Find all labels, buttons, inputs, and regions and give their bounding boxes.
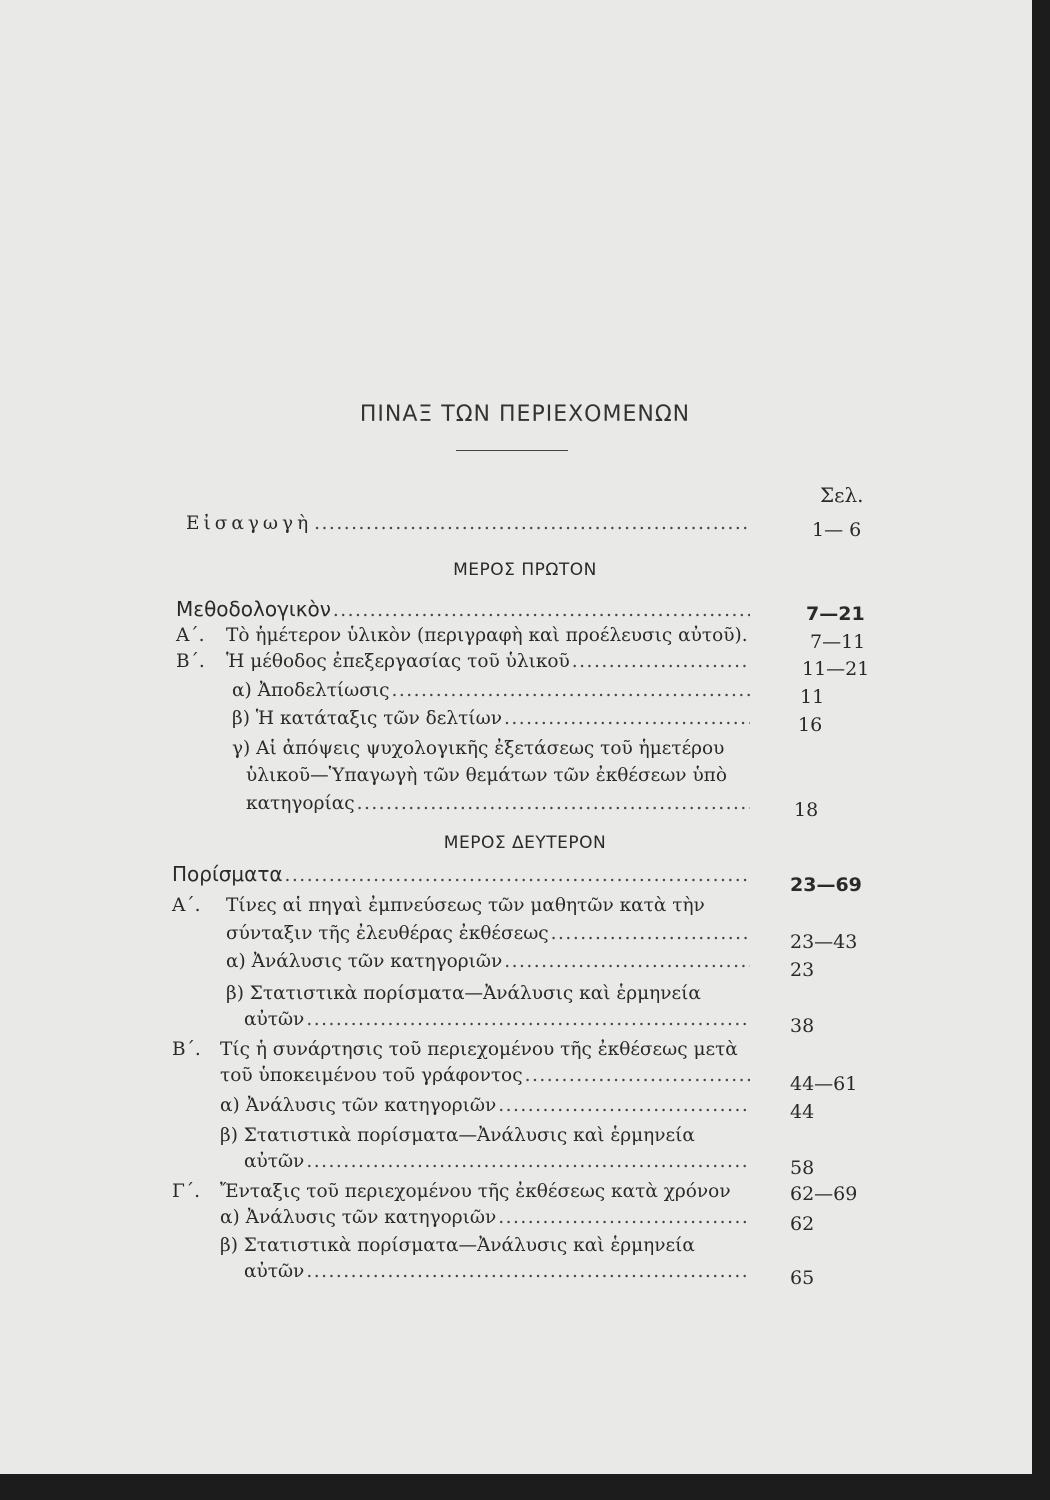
- toc-entry-pages: 58: [790, 1157, 815, 1179]
- toc-subentry-line: [0, 762, 1050, 790]
- toc-entry-pages: 23—43: [790, 931, 858, 953]
- page-title: ΠΙΝΑΞ ΤΩΝ ΠΕΡΙΕΧΟΜΕΝΩΝ: [359, 402, 691, 427]
- toc-subentry-line: [0, 735, 1050, 763]
- toc-entry-pages: 11: [800, 686, 825, 708]
- toc-section-methodology: [0, 595, 1050, 623]
- toc-entry-label: σύνταξιν τῆς ἐλευθέρας ἐκθέσεως: [226, 923, 549, 944]
- toc-entry-label: Τίς ἡ συνάρτησις τοῦ περιεχομένου τῆς ἐκθέσεως μετὰ: [220, 1039, 738, 1060]
- toc-entry-label: β) Στατιστικὰ πορίσματα—Ἀνάλυσις καὶ ἑρμηνεία: [226, 983, 701, 1004]
- toc-entry-label: β) Στατιστικὰ πορίσματα—Ἀνάλυσις καὶ ἑρμηνεία: [220, 1125, 695, 1146]
- toc-entry-pages: 62: [790, 1213, 815, 1235]
- toc-subentry: [0, 677, 1050, 708]
- toc-subentry: [0, 1006, 1050, 1037]
- toc-entry-pages: 38: [790, 1015, 815, 1037]
- toc-entry-label: α) Ἀνάλυσις τῶν κατηγοριῶν: [226, 951, 503, 972]
- toc-entry-label: β) Στατιστικὰ πορίσματα—Ἀνάλυσις καὶ ἑρμηνεία: [220, 1235, 695, 1256]
- toc-entry: [0, 1036, 1050, 1064]
- toc-subentry: [0, 1092, 1050, 1123]
- toc-entry-letter: Γ΄.: [172, 1181, 200, 1202]
- toc-entry-label: α) Ἀνάλυσις τῶν κατηγοριῶν: [220, 1207, 497, 1228]
- toc-entry-label: Πορίσματα: [172, 862, 283, 886]
- toc-entry-label: Ἔνταξις τοῦ περιεχομένου τῆς ἐκθέσεως κατὰ χρόνον: [220, 1181, 731, 1202]
- toc-entry: [0, 1062, 1050, 1095]
- toc-subentry: [0, 1258, 1050, 1289]
- toc-entry-pages: 16: [798, 714, 823, 736]
- toc-subentry: [0, 1204, 1050, 1235]
- toc-entry-pages: 7—21: [806, 603, 865, 625]
- toc-entry-label: γ) Αἱ ἀπόψεις ψυχολογικῆς ἐξετάσεως τοῦ ἡμετέρου: [232, 738, 725, 759]
- toc-subentry: [0, 705, 1050, 736]
- toc-entry: [0, 892, 1050, 920]
- toc-entry-label: ὑλικοῦ—Ὑπαγωγὴ τῶν θεμάτων τῶν ἐκθέσεων ὑπὸ: [246, 765, 727, 786]
- toc-entry-label: κατηγορίας: [246, 793, 355, 814]
- toc-subentry-line: [0, 980, 1050, 1008]
- toc-entry: [0, 648, 1050, 680]
- toc-entry-label: τοῦ ὑποκειμένου τοῦ γράφοντος: [220, 1065, 523, 1086]
- toc-subentry-line: [0, 1122, 1050, 1150]
- toc-subentry: [0, 1148, 1050, 1179]
- toc-entry-letter: Α΄.: [172, 895, 201, 916]
- toc-entry-label: Τίνες αἱ πηγαὶ ἐμπνεύσεως τῶν μαθητῶν κατὰ τὴν: [226, 895, 705, 916]
- toc-entry-letter: Β΄.: [176, 651, 205, 672]
- toc-entry: [0, 920, 1050, 953]
- toc-entry-label: Μεθοδολογικὸν: [176, 597, 331, 621]
- toc-entry-pages: 44—61: [790, 1073, 858, 1095]
- title-divider: [456, 450, 568, 451]
- toc-entry-pages: 62—69: [790, 1183, 858, 1205]
- toc-entry-pages: 11—21: [802, 658, 870, 680]
- toc-entry-pages: 23—69: [790, 874, 862, 896]
- toc-entry-pages: 65: [790, 1267, 815, 1289]
- toc-entry: [0, 622, 1050, 653]
- toc-entry-label: α) Ἀποδελτίωσις: [232, 680, 390, 701]
- part-heading: ΜΕΡΟΣ ΠΡΩΤΟΝ: [453, 560, 597, 580]
- toc-subentry: [0, 948, 1050, 981]
- toc-entry-label: Τὸ ἡμέτερον ὑλικὸν (περιγραφὴ καὶ προέλευσις αὐτοῦ).: [226, 625, 748, 646]
- toc-entry-letter: Α΄.: [176, 625, 205, 646]
- toc-entry-pages: 7—11: [810, 631, 866, 653]
- toc-subentry: [0, 790, 1050, 821]
- toc-section-conclusions: [0, 860, 1050, 896]
- part-heading: ΜΕΡΟΣ ΔΕΥΤΕΡΟΝ: [443, 833, 607, 853]
- toc-entry-letter: Β΄.: [172, 1039, 201, 1060]
- toc-entry-label: β) Ἡ κατάταξις τῶν δελτίων: [232, 708, 502, 729]
- toc-entry-label: αὐτῶν: [244, 1261, 305, 1282]
- toc-entry: [0, 1178, 1050, 1206]
- toc-entry-label: αὐτῶν: [244, 1009, 305, 1030]
- pages-column-header: Σελ.: [820, 483, 864, 507]
- toc-entry-pages: 44: [790, 1101, 815, 1123]
- toc-entry-intro: [0, 510, 1050, 541]
- toc-entry-label: α) Ἀνάλυσις τῶν κατηγοριῶν: [220, 1095, 497, 1116]
- toc-subentry-line: [0, 1232, 1050, 1260]
- toc-entry-pages: 1— 6: [812, 519, 862, 541]
- toc-entry-label: αὐτῶν: [244, 1151, 305, 1172]
- toc-entry-label: Ἡ μέθοδος ἐπεξεργασίας τοῦ ὑλικοῦ: [226, 651, 570, 672]
- toc-entry-pages: 18: [794, 799, 819, 821]
- toc-entry-label: Εἰσαγωγὴ: [186, 513, 313, 534]
- toc-entry-pages: 23: [790, 959, 815, 981]
